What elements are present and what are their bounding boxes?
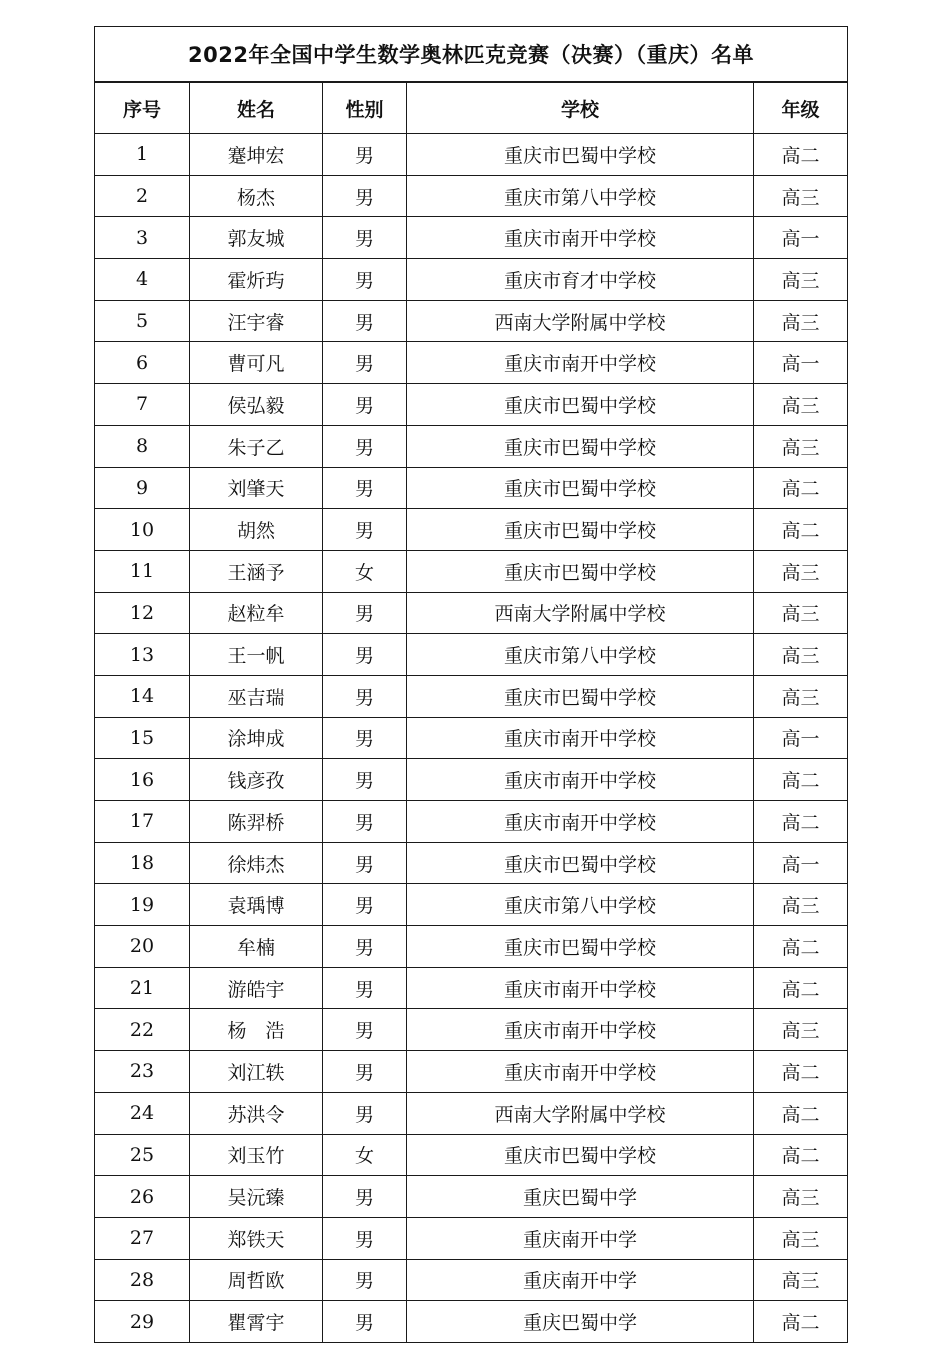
cell-school: 重庆市南开中学校 [407, 1051, 754, 1093]
cell-school: 重庆市南开中学校 [407, 217, 754, 259]
cell-grade: 高三 [754, 550, 848, 592]
cell-gender: 男 [323, 967, 407, 1009]
table-row [95, 1301, 848, 1343]
cell-gender: 男 [323, 1051, 407, 1093]
cell-gender: 男 [323, 342, 407, 384]
cell-no: 27 [95, 1217, 190, 1259]
header-row [95, 82, 848, 134]
cell-grade: 高一 [754, 717, 848, 759]
cell-grade: 高二 [754, 134, 848, 176]
cell-school: 重庆市巴蜀中学校 [407, 509, 754, 551]
table-row [95, 1176, 848, 1218]
cell-gender: 男 [323, 1092, 407, 1134]
cell-no: 24 [95, 1092, 190, 1134]
cell-gender: 男 [323, 801, 407, 843]
header-grade: 年级 [754, 82, 848, 134]
cell-name: 王涵予 [190, 550, 323, 592]
cell-name: 周哲欧 [190, 1259, 323, 1301]
cell-name: 牟楠 [190, 926, 323, 968]
cell-gender: 男 [323, 1176, 407, 1218]
table-row [95, 1259, 848, 1301]
cell-name: 游皓宇 [190, 967, 323, 1009]
cell-school: 重庆市南开中学校 [407, 759, 754, 801]
cell-grade: 高三 [754, 884, 848, 926]
table-row [95, 926, 848, 968]
cell-gender: 男 [323, 467, 407, 509]
cell-gender: 男 [323, 384, 407, 426]
cell-school: 西南大学附属中学校 [407, 300, 754, 342]
cell-gender: 男 [323, 1217, 407, 1259]
cell-gender: 男 [323, 634, 407, 676]
cell-school: 西南大学附属中学校 [407, 1092, 754, 1134]
cell-grade: 高二 [754, 1051, 848, 1093]
cell-grade: 高三 [754, 1009, 848, 1051]
cell-name: 汪宇睿 [190, 300, 323, 342]
table-row [95, 801, 848, 843]
table-row [95, 634, 848, 676]
roster-table [94, 26, 848, 1343]
cell-school: 重庆市巴蜀中学校 [407, 1134, 754, 1176]
cell-name: 胡然 [190, 509, 323, 551]
cell-school: 重庆市南开中学校 [407, 717, 754, 759]
table-row [95, 550, 848, 592]
cell-no: 4 [95, 259, 190, 301]
cell-no: 18 [95, 842, 190, 884]
table-row [95, 884, 848, 926]
cell-gender: 男 [323, 592, 407, 634]
table-row [95, 467, 848, 509]
cell-gender: 男 [323, 1259, 407, 1301]
cell-grade: 高三 [754, 259, 848, 301]
cell-no: 17 [95, 801, 190, 843]
cell-no: 20 [95, 926, 190, 968]
table-row [95, 1092, 848, 1134]
cell-name: 刘江轶 [190, 1051, 323, 1093]
cell-gender: 女 [323, 550, 407, 592]
cell-grade: 高三 [754, 384, 848, 426]
cell-name: 杨杰 [190, 175, 323, 217]
table-row [95, 842, 848, 884]
table-row [95, 1009, 848, 1051]
cell-grade: 高三 [754, 1259, 848, 1301]
cell-gender: 男 [323, 1009, 407, 1051]
cell-name: 赵粒牟 [190, 592, 323, 634]
cell-name: 涂坤成 [190, 717, 323, 759]
cell-name: 陈羿桥 [190, 801, 323, 843]
cell-name: 郑铁天 [190, 1217, 323, 1259]
cell-name: 蹇坤宏 [190, 134, 323, 176]
cell-grade: 高二 [754, 509, 848, 551]
cell-school: 重庆市育才中学校 [407, 259, 754, 301]
cell-no: 14 [95, 675, 190, 717]
cell-school: 重庆市南开中学校 [407, 801, 754, 843]
cell-school: 重庆市巴蜀中学校 [407, 550, 754, 592]
cell-school: 重庆南开中学 [407, 1217, 754, 1259]
cell-no: 3 [95, 217, 190, 259]
cell-school: 重庆市巴蜀中学校 [407, 134, 754, 176]
cell-no: 21 [95, 967, 190, 1009]
cell-grade: 高三 [754, 300, 848, 342]
table-row [95, 717, 848, 759]
cell-name: 袁瑀博 [190, 884, 323, 926]
roster-document [94, 26, 847, 1343]
cell-gender: 男 [323, 134, 407, 176]
cell-school: 重庆市第八中学校 [407, 634, 754, 676]
cell-grade: 高三 [754, 675, 848, 717]
cell-school: 重庆市第八中学校 [407, 175, 754, 217]
cell-grade: 高二 [754, 801, 848, 843]
cell-no: 25 [95, 1134, 190, 1176]
cell-grade: 高二 [754, 1134, 848, 1176]
cell-name: 瞿霄宇 [190, 1301, 323, 1343]
cell-gender: 男 [323, 842, 407, 884]
cell-name: 巫吉瑞 [190, 675, 323, 717]
cell-no: 16 [95, 759, 190, 801]
cell-name: 苏洪令 [190, 1092, 323, 1134]
cell-grade: 高一 [754, 217, 848, 259]
cell-school: 西南大学附属中学校 [407, 592, 754, 634]
table-title: 2022年全国中学生数学奥林匹克竞赛（决赛）（重庆）名单 [95, 27, 848, 83]
table-row [95, 509, 848, 551]
cell-grade: 高三 [754, 175, 848, 217]
table-row [95, 175, 848, 217]
table-row [95, 134, 848, 176]
table-row [95, 592, 848, 634]
cell-no: 29 [95, 1301, 190, 1343]
cell-no: 10 [95, 509, 190, 551]
cell-school: 重庆市巴蜀中学校 [407, 842, 754, 884]
cell-name: 王一帆 [190, 634, 323, 676]
cell-grade: 高二 [754, 1092, 848, 1134]
cell-no: 15 [95, 717, 190, 759]
cell-name: 徐炜杰 [190, 842, 323, 884]
cell-gender: 男 [323, 884, 407, 926]
cell-no: 28 [95, 1259, 190, 1301]
cell-no: 9 [95, 467, 190, 509]
cell-grade: 高三 [754, 634, 848, 676]
cell-grade: 高二 [754, 1301, 848, 1343]
table-row [95, 217, 848, 259]
cell-gender: 男 [323, 1301, 407, 1343]
cell-gender: 男 [323, 175, 407, 217]
cell-name: 霍炘玙 [190, 259, 323, 301]
cell-grade: 高三 [754, 1176, 848, 1218]
cell-name: 朱子乙 [190, 425, 323, 467]
cell-school: 重庆市巴蜀中学校 [407, 675, 754, 717]
cell-grade: 高二 [754, 467, 848, 509]
cell-school: 重庆市巴蜀中学校 [407, 384, 754, 426]
cell-no: 22 [95, 1009, 190, 1051]
cell-school: 重庆市第八中学校 [407, 884, 754, 926]
cell-name: 刘肇天 [190, 467, 323, 509]
header-name: 姓名 [190, 82, 323, 134]
cell-school: 重庆市巴蜀中学校 [407, 467, 754, 509]
table-row [95, 259, 848, 301]
cell-gender: 男 [323, 717, 407, 759]
header-gender: 性别 [323, 82, 407, 134]
cell-name: 曹可凡 [190, 342, 323, 384]
table-row [95, 384, 848, 426]
table-row [95, 1051, 848, 1093]
cell-school: 重庆市南开中学校 [407, 967, 754, 1009]
cell-gender: 男 [323, 425, 407, 467]
cell-no: 2 [95, 175, 190, 217]
cell-name: 杨 浩 [190, 1009, 323, 1051]
cell-no: 8 [95, 425, 190, 467]
cell-name: 吴沅臻 [190, 1176, 323, 1218]
cell-school: 重庆南开中学 [407, 1259, 754, 1301]
cell-school: 重庆市巴蜀中学校 [407, 926, 754, 968]
cell-grade: 高一 [754, 842, 848, 884]
cell-grade: 高一 [754, 342, 848, 384]
cell-school: 重庆市南开中学校 [407, 342, 754, 384]
cell-no: 5 [95, 300, 190, 342]
cell-name: 郭友城 [190, 217, 323, 259]
table-row [95, 1134, 848, 1176]
cell-gender: 男 [323, 759, 407, 801]
table-row [95, 1217, 848, 1259]
cell-no: 19 [95, 884, 190, 926]
cell-gender: 男 [323, 926, 407, 968]
cell-school: 重庆市南开中学校 [407, 1009, 754, 1051]
cell-grade: 高三 [754, 1217, 848, 1259]
table-body [95, 134, 848, 1343]
cell-grade: 高三 [754, 425, 848, 467]
cell-no: 1 [95, 134, 190, 176]
table-row [95, 425, 848, 467]
header-no: 序号 [95, 82, 190, 134]
cell-no: 6 [95, 342, 190, 384]
cell-name: 钱彦孜 [190, 759, 323, 801]
cell-school: 重庆巴蜀中学 [407, 1176, 754, 1218]
cell-grade: 高二 [754, 759, 848, 801]
table-row [95, 759, 848, 801]
cell-name: 侯弘毅 [190, 384, 323, 426]
cell-grade: 高二 [754, 967, 848, 1009]
cell-no: 11 [95, 550, 190, 592]
cell-school: 重庆市巴蜀中学校 [407, 425, 754, 467]
cell-school: 重庆巴蜀中学 [407, 1301, 754, 1343]
cell-gender: 男 [323, 300, 407, 342]
cell-grade: 高二 [754, 926, 848, 968]
cell-gender: 男 [323, 259, 407, 301]
cell-grade: 高三 [754, 592, 848, 634]
cell-no: 13 [95, 634, 190, 676]
table-row [95, 342, 848, 384]
cell-no: 23 [95, 1051, 190, 1093]
cell-name: 刘玉竹 [190, 1134, 323, 1176]
table-row [95, 675, 848, 717]
header-school: 学校 [407, 82, 754, 134]
cell-gender: 男 [323, 675, 407, 717]
cell-no: 7 [95, 384, 190, 426]
table-row [95, 300, 848, 342]
cell-no: 26 [95, 1176, 190, 1218]
cell-gender: 女 [323, 1134, 407, 1176]
cell-gender: 男 [323, 217, 407, 259]
cell-gender: 男 [323, 509, 407, 551]
table-row [95, 967, 848, 1009]
cell-no: 12 [95, 592, 190, 634]
